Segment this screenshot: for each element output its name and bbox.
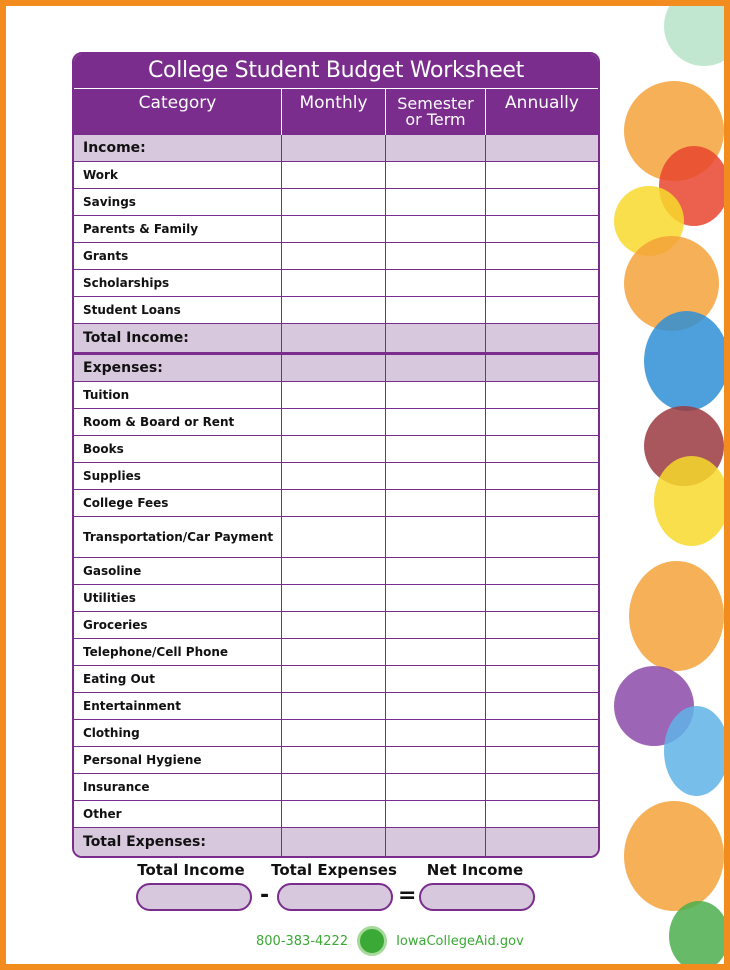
monthly-cell[interactable] <box>282 558 386 584</box>
income-row-work <box>74 162 598 189</box>
total-expenses-row <box>74 828 598 856</box>
expense-row-groceries <box>74 612 598 639</box>
expense-row-tuition <box>74 382 598 409</box>
net-income-field[interactable] <box>419 883 535 911</box>
annually-cell[interactable] <box>486 324 598 352</box>
expense-row-telephone-cell-phone <box>74 639 598 666</box>
row-label: Total Expenses: <box>74 828 282 856</box>
row-label: Eating Out <box>74 666 282 692</box>
monthly-cell[interactable] <box>282 517 386 557</box>
annually-cell[interactable] <box>486 693 598 719</box>
expense-row-books <box>74 436 598 463</box>
expense-row-gasoline <box>74 558 598 585</box>
annually-cell[interactable] <box>486 585 598 611</box>
column-header-row <box>74 88 598 135</box>
monthly-cell[interactable] <box>282 693 386 719</box>
annually-cell[interactable] <box>486 747 598 773</box>
monthly-cell[interactable] <box>282 612 386 638</box>
annually-cell[interactable] <box>486 463 598 489</box>
row-label: Other <box>74 801 282 827</box>
row-label: Groceries <box>74 612 282 638</box>
total-income-field[interactable] <box>136 883 252 911</box>
semester-cell[interactable] <box>386 828 486 856</box>
net-income-label: Net Income <box>426 861 524 879</box>
monthly-cell[interactable] <box>282 297 386 323</box>
monthly-cell[interactable] <box>282 243 386 269</box>
annually-cell[interactable] <box>486 189 598 215</box>
row-label: Scholarships <box>74 270 282 296</box>
monthly-cell[interactable] <box>282 463 386 489</box>
semester-cell[interactable] <box>386 463 486 489</box>
semester-cell <box>386 135 486 161</box>
header-annually: Annually <box>505 93 579 113</box>
expense-row-entertainment <box>74 693 598 720</box>
decorative-bubbles <box>614 6 724 970</box>
row-label: Entertainment <box>74 693 282 719</box>
row-label: Telephone/Cell Phone <box>74 639 282 665</box>
row-label: Gasoline <box>74 558 282 584</box>
total-expenses-label: Total Expenses <box>271 861 397 879</box>
annually-cell[interactable] <box>486 801 598 827</box>
semester-cell[interactable] <box>386 612 486 638</box>
row-label: Tuition <box>74 382 282 408</box>
expense-row-supplies <box>74 463 598 490</box>
semester-cell[interactable] <box>386 189 486 215</box>
monthly-cell[interactable] <box>282 774 386 800</box>
row-label: Room & Board or Rent <box>74 409 282 435</box>
annually-cell[interactable] <box>486 436 598 462</box>
monthly-cell[interactable] <box>282 639 386 665</box>
annually-cell[interactable] <box>486 639 598 665</box>
semester-cell[interactable] <box>386 801 486 827</box>
semester-cell[interactable] <box>386 297 486 323</box>
monthly-cell[interactable] <box>282 216 386 242</box>
bubble-icon <box>644 311 729 411</box>
annually-cell[interactable] <box>486 612 598 638</box>
row-label: Work <box>74 162 282 188</box>
bubble-icon <box>629 561 724 671</box>
iowa-college-aid-logo-icon <box>357 926 387 956</box>
income-section-row <box>74 135 598 162</box>
income-row-scholarships <box>74 270 598 297</box>
expense-row-eating-out <box>74 666 598 693</box>
row-label: Total Income: <box>74 324 282 352</box>
semester-cell[interactable] <box>386 720 486 746</box>
row-label: Utilities <box>74 585 282 611</box>
expense-row-transportation-car-payment <box>74 517 598 558</box>
annually-cell[interactable] <box>486 774 598 800</box>
semester-cell[interactable] <box>386 409 486 435</box>
semester-cell[interactable] <box>386 693 486 719</box>
semester-cell[interactable] <box>386 216 486 242</box>
annually-cell[interactable] <box>486 243 598 269</box>
worksheet-title: College Student Budget Worksheet <box>74 54 598 88</box>
annually-cell[interactable] <box>486 216 598 242</box>
monthly-cell[interactable] <box>282 490 386 516</box>
row-label: Books <box>74 436 282 462</box>
bubble-icon <box>669 901 729 970</box>
row-label: Income: <box>74 135 282 161</box>
total-expenses-field[interactable] <box>277 883 393 911</box>
phone-number: 800-383-4222 <box>256 933 349 949</box>
semester-cell[interactable] <box>386 243 486 269</box>
semester-cell[interactable] <box>386 558 486 584</box>
equals-sign: = <box>398 883 417 908</box>
row-label: Transportation/Car Payment <box>74 517 282 557</box>
semester-cell <box>386 355 486 381</box>
annually-cell <box>486 355 598 381</box>
income-row-student-loans <box>74 297 598 324</box>
row-label: College Fees <box>74 490 282 516</box>
annually-cell[interactable] <box>486 490 598 516</box>
annually-cell[interactable] <box>486 270 598 296</box>
budget-table <box>72 52 600 858</box>
expenses-section-row <box>74 355 598 382</box>
annually-cell[interactable] <box>486 666 598 692</box>
monthly-cell[interactable] <box>282 409 386 435</box>
monthly-cell <box>282 355 386 381</box>
annually-cell[interactable] <box>486 297 598 323</box>
monthly-cell[interactable] <box>282 828 386 856</box>
monthly-cell[interactable] <box>282 801 386 827</box>
total-income-row <box>74 324 598 355</box>
bubble-icon <box>664 706 729 796</box>
row-label: Expenses: <box>74 355 282 381</box>
total-income-label: Total Income <box>137 861 245 879</box>
annually-cell[interactable] <box>486 720 598 746</box>
expense-row-clothing <box>74 720 598 747</box>
semester-cell[interactable] <box>386 747 486 773</box>
semester-cell[interactable] <box>386 382 486 408</box>
summary-equation <box>134 859 538 915</box>
website-link[interactable]: IowaCollegeAid.gov <box>396 933 524 949</box>
row-label: Grants <box>74 243 282 269</box>
expense-row-insurance <box>74 774 598 801</box>
monthly-cell[interactable] <box>282 585 386 611</box>
annually-cell[interactable] <box>486 558 598 584</box>
table-body <box>74 135 598 856</box>
row-label: Personal Hygiene <box>74 747 282 773</box>
annually-cell <box>486 135 598 161</box>
header-category: Category <box>74 89 282 135</box>
footer <box>256 926 556 956</box>
income-row-grants <box>74 243 598 270</box>
monthly-cell[interactable] <box>282 382 386 408</box>
annually-cell[interactable] <box>486 409 598 435</box>
semester-cell[interactable] <box>386 774 486 800</box>
annually-cell[interactable] <box>486 828 598 856</box>
semester-cell[interactable] <box>386 490 486 516</box>
bubble-icon <box>624 801 724 911</box>
monthly-cell[interactable] <box>282 270 386 296</box>
expense-row-room-board-or-rent <box>74 409 598 436</box>
semester-cell[interactable] <box>386 436 486 462</box>
header-semester-line2: or Term <box>405 110 466 129</box>
monthly-cell[interactable] <box>282 189 386 215</box>
semester-cell[interactable] <box>386 585 486 611</box>
expense-row-other <box>74 801 598 828</box>
annually-cell[interactable] <box>486 517 598 557</box>
minus-sign: - <box>260 883 270 908</box>
monthly-cell[interactable] <box>282 436 386 462</box>
income-row-savings <box>74 189 598 216</box>
monthly-cell[interactable] <box>282 666 386 692</box>
monthly-cell[interactable] <box>282 324 386 352</box>
income-row-parents-family <box>74 216 598 243</box>
header-monthly: Monthly <box>282 89 386 135</box>
row-label: Student Loans <box>74 297 282 323</box>
header-semester <box>386 89 486 135</box>
monthly-cell[interactable] <box>282 720 386 746</box>
header-semester-line1: Semester <box>397 94 474 113</box>
semester-cell[interactable] <box>386 639 486 665</box>
expense-row-personal-hygiene <box>74 747 598 774</box>
bubble-icon <box>654 456 729 546</box>
monthly-cell <box>282 135 386 161</box>
expense-row-college-fees <box>74 490 598 517</box>
semester-cell[interactable] <box>386 517 486 557</box>
row-label: Clothing <box>74 720 282 746</box>
monthly-cell[interactable] <box>282 747 386 773</box>
annually-cell[interactable] <box>486 162 598 188</box>
row-label: Insurance <box>74 774 282 800</box>
expense-row-utilities <box>74 585 598 612</box>
bubble-icon <box>664 0 730 66</box>
semester-cell[interactable] <box>386 162 486 188</box>
row-label: Savings <box>74 189 282 215</box>
annually-cell[interactable] <box>486 382 598 408</box>
semester-cell[interactable] <box>386 270 486 296</box>
row-label: Supplies <box>74 463 282 489</box>
semester-cell[interactable] <box>386 324 486 352</box>
row-label: Parents & Family <box>74 216 282 242</box>
semester-cell[interactable] <box>386 666 486 692</box>
monthly-cell[interactable] <box>282 162 386 188</box>
